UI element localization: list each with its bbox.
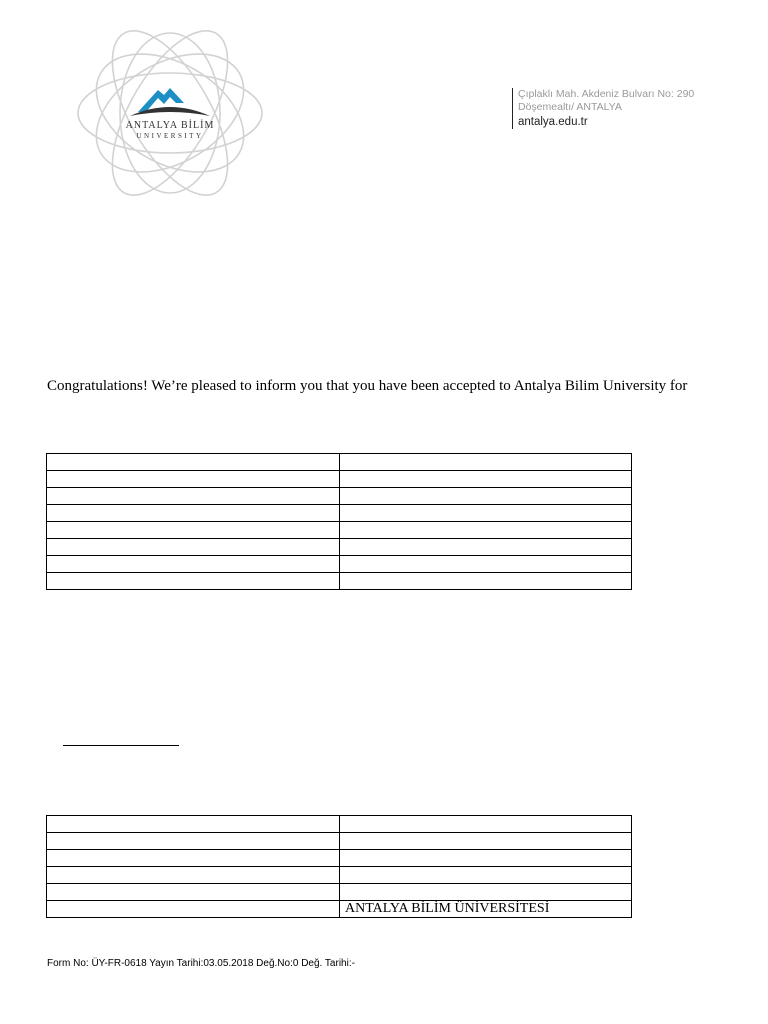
address-block <box>512 88 694 129</box>
table-row <box>47 833 632 850</box>
table-row <box>47 471 632 488</box>
table-cell <box>47 505 340 522</box>
table-row <box>47 901 632 918</box>
table-cell <box>340 867 632 884</box>
acceptance-text: Congratulations! We’re pleased to inform you that you have been accepted to Antalya Bilim University for <box>47 378 688 394</box>
approval-table <box>46 815 632 918</box>
table-row <box>47 505 632 522</box>
table-cell <box>340 833 632 850</box>
table-row <box>47 488 632 505</box>
table-cell <box>340 471 632 488</box>
website-link[interactable]: antalya.edu.tr <box>518 116 588 128</box>
address-line2: Döşemealtı/ ANTALYA <box>518 101 622 113</box>
table-cell <box>47 556 340 573</box>
table-cell <box>340 522 632 539</box>
logo-emblem <box>70 18 270 208</box>
table-cell <box>47 884 340 901</box>
table-row <box>47 573 632 590</box>
table-cell <box>47 454 340 471</box>
table-cell <box>47 488 340 505</box>
table-cell <box>47 816 340 833</box>
table-row <box>47 539 632 556</box>
table-cell <box>340 816 632 833</box>
table-cell <box>340 573 632 590</box>
table-cell <box>47 573 340 590</box>
table-cell <box>47 850 340 867</box>
table-cell <box>47 833 340 850</box>
table-cell <box>340 454 632 471</box>
table-row <box>47 850 632 867</box>
signature-underline <box>63 745 179 746</box>
table-cell <box>340 850 632 867</box>
table-cell <box>47 901 340 918</box>
university-name-cell: ANTALYA BİLİM ÜNİVERSİTESİ <box>340 901 632 918</box>
table-cell <box>47 867 340 884</box>
table-cell <box>47 471 340 488</box>
table-row <box>47 522 632 539</box>
university-logo <box>70 18 270 208</box>
table-cell <box>340 539 632 556</box>
table-cell <box>340 556 632 573</box>
logo-name-line1: ANTALYA BİLİM <box>125 120 215 131</box>
table-row <box>47 454 632 471</box>
form-footer: Form No: ÜY-FR-0618 Yayın Tarihi:03.05.2018 Değ.No:0 Değ. Tarihi:- <box>47 958 355 969</box>
table-cell <box>47 539 340 556</box>
table-row <box>47 884 632 901</box>
student-info-table <box>46 453 632 590</box>
logo-name-line2: UNIVERSITY <box>136 132 204 140</box>
table-row <box>47 556 632 573</box>
table-cell <box>340 488 632 505</box>
table-row <box>47 867 632 884</box>
table-cell <box>340 884 632 901</box>
table-cell <box>340 505 632 522</box>
address-line1: Çıplaklı Mah. Akdeniz Bulvarı No: 290 <box>518 88 695 100</box>
table-row <box>47 816 632 833</box>
table-cell <box>47 522 340 539</box>
